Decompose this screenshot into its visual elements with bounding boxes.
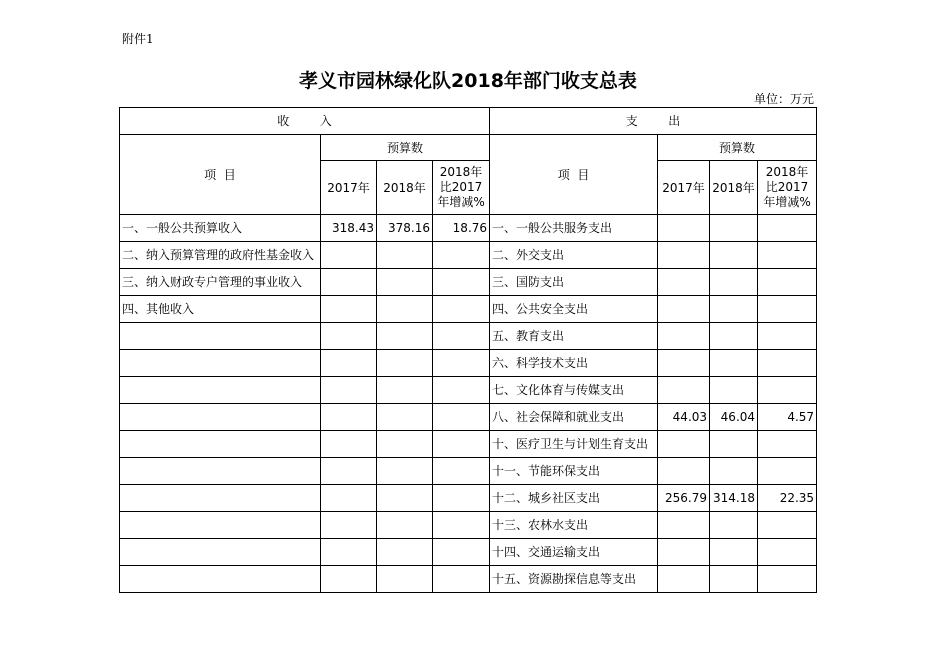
income-2018-header: 2018年 <box>377 161 433 215</box>
expense-change-cell: 22.35 <box>758 485 817 512</box>
expense-2017-cell <box>658 323 710 350</box>
expense-item-cell: 六、科学技术支出 <box>490 350 658 377</box>
budget-header-row <box>120 135 817 161</box>
budget-table <box>119 107 817 593</box>
expense-2017-cell <box>658 512 710 539</box>
table-row <box>120 242 817 269</box>
expense-2018-cell <box>710 377 758 404</box>
expense-item-cell: 十一、节能环保支出 <box>490 458 658 485</box>
expense-item-header: 项 目 <box>490 135 658 215</box>
expense-2017-cell: 256.79 <box>658 485 710 512</box>
expense-2017-cell: 44.03 <box>658 404 710 431</box>
income-2017-cell <box>321 296 377 323</box>
expense-item-cell: 一、一般公共服务支出 <box>490 215 658 242</box>
income-change-cell <box>433 323 490 350</box>
expense-2018-cell <box>710 458 758 485</box>
expense-change-cell: 4.57 <box>758 404 817 431</box>
expense-item-cell: 三、国防支出 <box>490 269 658 296</box>
income-item-cell <box>120 377 321 404</box>
expense-2018-cell <box>710 269 758 296</box>
expense-change-cell <box>758 215 817 242</box>
table-row <box>120 566 817 593</box>
expense-2017-cell <box>658 566 710 593</box>
income-item-cell: 三、纳入财政专户管理的事业收入 <box>120 269 321 296</box>
expense-budget-header: 预算数 <box>658 135 817 161</box>
expense-2018-cell <box>710 215 758 242</box>
income-item-cell: 二、纳入预算管理的政府性基金收入 <box>120 242 321 269</box>
expense-change-cell <box>758 539 817 566</box>
expense-2018-cell: 314.18 <box>710 485 758 512</box>
expense-change-cell <box>758 296 817 323</box>
income-2018-cell: 378.16 <box>377 215 433 242</box>
table-row <box>120 323 817 350</box>
expense-change-cell <box>758 269 817 296</box>
income-item-cell <box>120 458 321 485</box>
expense-change-cell <box>758 242 817 269</box>
expense-header: 支 出 <box>490 108 817 135</box>
table-row <box>120 377 817 404</box>
expense-2017-cell <box>658 458 710 485</box>
expense-2017-cell <box>658 242 710 269</box>
income-change-cell <box>433 296 490 323</box>
table-row <box>120 512 817 539</box>
income-2018-cell <box>377 242 433 269</box>
table-row <box>120 350 817 377</box>
income-2018-cell <box>377 269 433 296</box>
income-2017-cell <box>321 350 377 377</box>
income-item-cell <box>120 539 321 566</box>
expense-item-cell: 十三、农林水支出 <box>490 512 658 539</box>
income-2018-cell <box>377 431 433 458</box>
income-2017-cell <box>321 377 377 404</box>
income-2018-cell <box>377 296 433 323</box>
income-2017-cell <box>321 485 377 512</box>
expense-item-cell: 二、外交支出 <box>490 242 658 269</box>
expense-change-cell <box>758 377 817 404</box>
expense-2017-cell <box>658 377 710 404</box>
income-change-cell <box>433 269 490 296</box>
table-row <box>120 539 817 566</box>
attachment-label: 附件1 <box>122 32 154 46</box>
income-change-cell <box>433 566 490 593</box>
expense-2017-cell <box>658 350 710 377</box>
income-2017-header: 2017年 <box>321 161 377 215</box>
income-2018-cell <box>377 458 433 485</box>
income-change-cell <box>433 512 490 539</box>
income-2018-cell <box>377 539 433 566</box>
income-change-cell <box>433 404 490 431</box>
expense-item-cell: 十四、交通运输支出 <box>490 539 658 566</box>
expense-item-cell: 十、医疗卫生与计划生育支出 <box>490 431 658 458</box>
income-item-header: 项 目 <box>120 135 321 215</box>
income-2018-cell <box>377 350 433 377</box>
table-row <box>120 458 817 485</box>
income-change-header: 2018年比2017年增减% <box>433 161 490 215</box>
expense-2017-cell <box>658 431 710 458</box>
expense-change-cell <box>758 512 817 539</box>
expense-change-header: 2018年比2017年增减% <box>758 161 817 215</box>
expense-item-cell: 十五、资源勘探信息等支出 <box>490 566 658 593</box>
table-row <box>120 431 817 458</box>
expense-change-cell <box>758 566 817 593</box>
income-change-cell <box>433 377 490 404</box>
income-2017-cell <box>321 458 377 485</box>
expense-change-cell <box>758 323 817 350</box>
income-change-cell <box>433 431 490 458</box>
income-item-cell <box>120 323 321 350</box>
income-2018-cell <box>377 323 433 350</box>
expense-2017-cell <box>658 539 710 566</box>
income-2017-cell <box>321 431 377 458</box>
expense-item-cell: 八、社会保障和就业支出 <box>490 404 658 431</box>
expense-item-cell: 七、文化体育与传媒支出 <box>490 377 658 404</box>
income-2018-cell <box>377 377 433 404</box>
income-2018-cell <box>377 485 433 512</box>
income-header: 收 入 <box>120 108 490 135</box>
unit-label: 单位：万元 <box>753 92 814 106</box>
expense-2018-header: 2018年 <box>710 161 758 215</box>
income-item-cell <box>120 431 321 458</box>
page-title: 孝义市园林绿化队2018年部门收支总表 <box>299 70 637 92</box>
expense-2018-cell <box>710 431 758 458</box>
income-2017-cell: 318.43 <box>321 215 377 242</box>
income-2017-cell <box>321 269 377 296</box>
expense-2018-cell <box>710 323 758 350</box>
income-item-cell <box>120 566 321 593</box>
expense-2018-cell <box>710 512 758 539</box>
income-2017-cell <box>321 404 377 431</box>
income-item-cell: 四、其他收入 <box>120 296 321 323</box>
income-change-cell <box>433 485 490 512</box>
section-header-row <box>120 108 817 135</box>
income-change-cell: 18.76 <box>433 215 490 242</box>
income-2017-cell <box>321 566 377 593</box>
expense-2018-cell <box>710 350 758 377</box>
expense-change-cell <box>758 458 817 485</box>
expense-2018-cell <box>710 566 758 593</box>
expense-item-cell: 五、教育支出 <box>490 323 658 350</box>
expense-change-cell <box>758 431 817 458</box>
income-item-cell <box>120 350 321 377</box>
income-budget-header: 预算数 <box>321 135 490 161</box>
income-item-cell <box>120 512 321 539</box>
income-item-cell <box>120 404 321 431</box>
expense-2017-cell <box>658 296 710 323</box>
expense-2017-cell <box>658 269 710 296</box>
income-2017-cell <box>321 242 377 269</box>
table-row <box>120 215 817 242</box>
expense-2018-cell <box>710 539 758 566</box>
expense-2018-cell <box>710 242 758 269</box>
expense-2017-header: 2017年 <box>658 161 710 215</box>
expense-change-cell <box>758 350 817 377</box>
income-2017-cell <box>321 539 377 566</box>
expense-item-cell: 十二、城乡社区支出 <box>490 485 658 512</box>
income-2017-cell <box>321 512 377 539</box>
income-item-cell: 一、一般公共预算收入 <box>120 215 321 242</box>
table-row <box>120 269 817 296</box>
income-2018-cell <box>377 566 433 593</box>
income-2018-cell <box>377 512 433 539</box>
income-2018-cell <box>377 404 433 431</box>
income-change-cell <box>433 242 490 269</box>
expense-2017-cell <box>658 215 710 242</box>
expense-item-cell: 四、公共安全支出 <box>490 296 658 323</box>
income-change-cell <box>433 458 490 485</box>
income-2017-cell <box>321 323 377 350</box>
income-item-cell <box>120 485 321 512</box>
table-row <box>120 485 817 512</box>
expense-2018-cell <box>710 296 758 323</box>
expense-2018-cell: 46.04 <box>710 404 758 431</box>
table-row <box>120 404 817 431</box>
income-change-cell <box>433 539 490 566</box>
table-row <box>120 296 817 323</box>
income-change-cell <box>433 350 490 377</box>
